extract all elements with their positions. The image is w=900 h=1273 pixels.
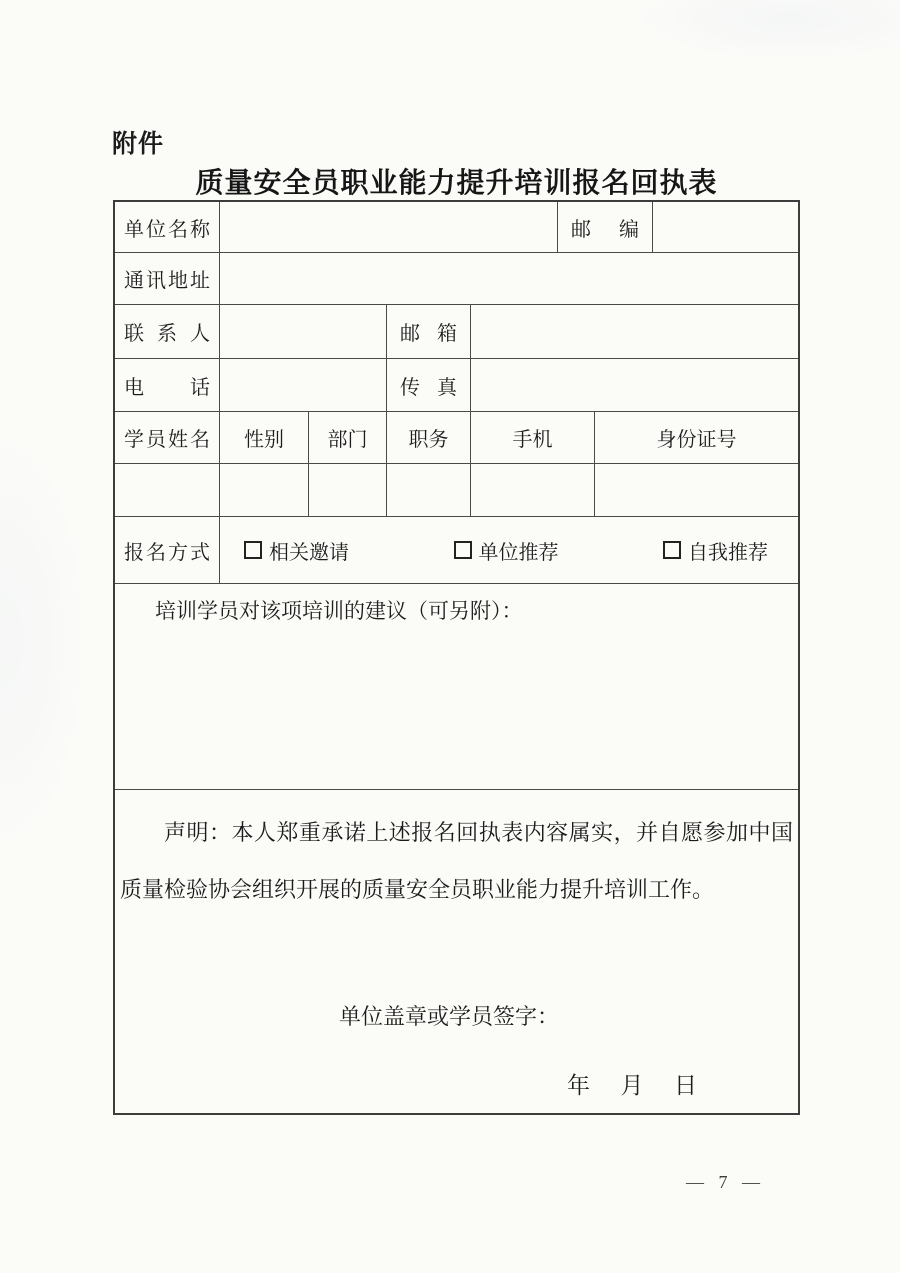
student-name-header: 学员姓名: [124, 429, 210, 451]
fax-label-cell: [387, 359, 471, 411]
page-title: 质量安全员职业能力提升培训报名回执表: [195, 167, 718, 198]
department-header: 部门: [327, 429, 368, 451]
student-name-input-cell[interactable]: [115, 464, 220, 516]
date-year-label: 年: [567, 1073, 590, 1098]
date-day-label: 日: [674, 1073, 697, 1098]
email-label: 邮箱: [400, 323, 457, 345]
registration-form-table: [113, 200, 800, 1115]
signature-label: 单位盖章或学员签字：: [339, 1004, 560, 1029]
phone-input-cell[interactable]: [220, 359, 387, 411]
checkbox-option-self-recommendation-label: 自我推荐: [688, 541, 768, 564]
contact-label-cell: [115, 305, 220, 358]
student-name-header-cell: [115, 412, 220, 463]
id-number-input-cell[interactable]: [595, 464, 798, 516]
row-contact: [115, 305, 798, 359]
fax-input-cell[interactable]: [471, 359, 798, 411]
checkbox-option-invitation[interactable]: [244, 536, 349, 565]
checkbox-icon: [454, 541, 472, 559]
unit-name-label: 单位名称: [124, 218, 210, 241]
page-number: — 7 —: [686, 1172, 761, 1192]
checkbox-option-invitation-label: 相关邀请: [269, 541, 349, 564]
checkbox-option-unit-recommendation[interactable]: [454, 536, 559, 565]
unit-name-label-cell: [115, 202, 220, 252]
row-suggestions: [115, 584, 798, 790]
mobile-input-cell[interactable]: [471, 464, 595, 516]
row-student-headers: [115, 412, 798, 464]
phone-label: 电话: [124, 376, 210, 399]
position-header: 职务: [408, 429, 449, 451]
department-input-cell[interactable]: [309, 464, 387, 516]
postal-code-label-cell: [558, 202, 653, 252]
date-fields: [567, 1067, 697, 1100]
gender-header: 性别: [244, 429, 284, 451]
checkbox-icon: [663, 541, 681, 559]
address-label: 通讯地址: [124, 270, 210, 292]
postal-code-input-cell[interactable]: [653, 202, 798, 252]
registration-options-cell: [220, 517, 798, 583]
row-declaration: [115, 790, 798, 1113]
declaration-line-1: 声明：本人郑重承诺上述报名回执表内容属实，并自愿参加中国: [164, 820, 793, 845]
row-unit-name: [115, 202, 798, 253]
checkbox-option-self-recommendation[interactable]: [663, 536, 768, 565]
department-header-cell: [309, 412, 387, 463]
phone-label-cell: [115, 359, 220, 411]
registration-method-label: 报名方式: [124, 541, 210, 564]
declaration-cell: [115, 790, 798, 1113]
position-input-cell[interactable]: [387, 464, 471, 516]
attachment-label: 附件: [112, 130, 165, 158]
contact-input-cell[interactable]: [220, 305, 387, 358]
row-address: [115, 253, 798, 305]
gender-input-cell[interactable]: [220, 464, 309, 516]
suggestions-input-cell[interactable]: [115, 584, 798, 789]
id-number-header: 身份证号: [656, 429, 737, 451]
position-header-cell: [387, 412, 471, 463]
mobile-header-cell: [471, 412, 595, 463]
id-number-header-cell: [595, 412, 798, 463]
checkbox-option-unit-recommendation-label: 单位推荐: [478, 541, 559, 564]
postal-code-label: 邮编: [571, 218, 639, 241]
unit-name-input-cell[interactable]: [220, 202, 558, 252]
checkbox-icon: [244, 541, 262, 559]
row-student-data: [115, 464, 798, 517]
address-label-cell: [115, 253, 220, 304]
suggestions-label: 培训学员对该项培训的建议（可另附）：: [155, 599, 523, 623]
date-month-label: 月: [620, 1073, 644, 1098]
mobile-header: 手机: [512, 429, 553, 451]
address-input-cell[interactable]: [220, 253, 798, 304]
contact-label: 联系人: [124, 323, 210, 345]
email-input-cell[interactable]: [471, 305, 798, 358]
declaration-line-2: 质量检验协会组织开展的质量安全员职业能力提升培训工作。: [120, 877, 715, 902]
registration-method-label-cell: [115, 517, 220, 583]
row-phone: [115, 359, 798, 412]
fax-label: 传真: [400, 376, 457, 399]
row-registration-method: [115, 517, 798, 584]
email-label-cell: [387, 305, 471, 358]
gender-header-cell: [220, 412, 309, 463]
